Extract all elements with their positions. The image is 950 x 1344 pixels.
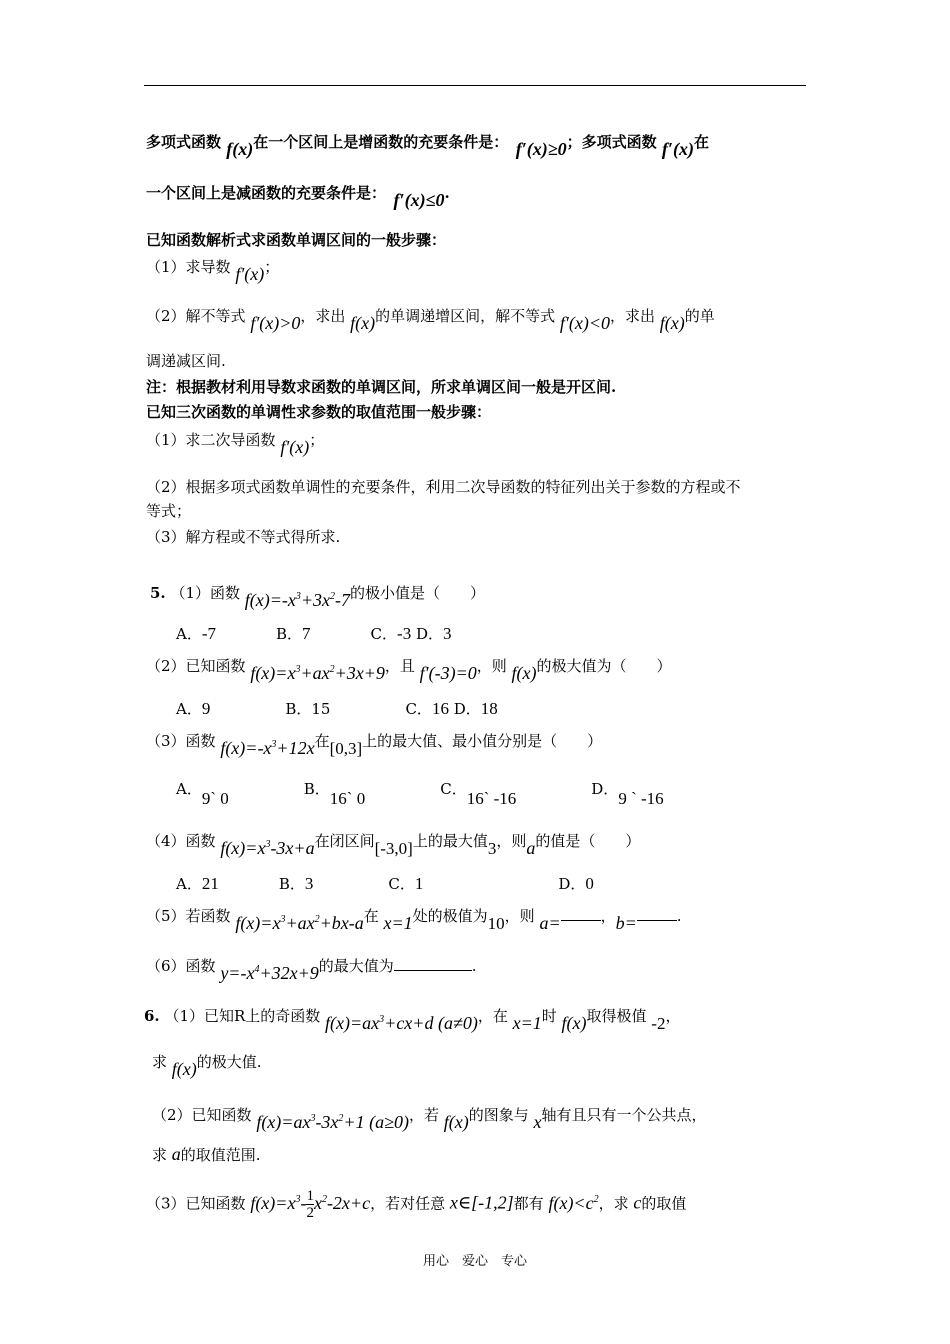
- text-line-7: 注：根据教材利用导数求函数的单调区间，所求单调区间一般是开区间.: [146, 378, 617, 396]
- q5-5: （5）若函数 $f(x)=x^3+ax^2+bx-a$在 x=1处的极值为10，则 a= ，b= .: [146, 907, 682, 933]
- text-line-10: （2）根据多项式函数单调性的充要条件，利用二次导函数的特征列出关于参数的方程或不: [146, 478, 741, 496]
- q5-3-options: A．9` 0 B．16` 0 C．16` -16 D．9 ` -16: [176, 780, 664, 808]
- q5-3: （3）函数 $f(x)=-x^3+12x$在[0,3]上的最大值、最小值分别是（ ）: [146, 732, 603, 758]
- q5-1: 5. （1）函数 $f(x)=-x^3+3x^2-7$的极小值是（ ）: [150, 584, 486, 610]
- text-line-4: （1）求导数 f′(x)；: [146, 258, 280, 284]
- q5-1-options: A．-7 B．7 C．-3 D．3: [176, 624, 452, 643]
- q6-1: 6. （1）已知R上的奇函数 $f(x)=ax^3+cx+d$ (a≠0)，在 x=1时 f(x)取得极值 -2，: [144, 1007, 681, 1033]
- text-line-8: 已知三次函数的单调性求参数的取值范围一般步骤：: [146, 403, 492, 421]
- text-line-2: 一个区间上是减函数的充要条件是： f′(x)≤0.: [146, 184, 450, 210]
- page-footer: 用心 爱心 专心: [422, 1254, 527, 1269]
- text-line-11: 等式；: [146, 502, 192, 520]
- q6-1-cont: 求 f(x)的极大值.: [152, 1053, 262, 1079]
- q6-3: （3）已知函数 $f(x)=x^3-$ $\frac{1}{2}$ $x^2-2x+c$，若对任意 x∈[-1,2]都有 $f(x)<c^2$，求 c的取值: [146, 1188, 687, 1221]
- q5-6: （6）函数 $y=-x^4+32x+9$的最大值为 .: [146, 957, 477, 983]
- q6-2: （2）已知函数 $f(x)=ax^3-3x^2+1$ (a≥0)，若 f(x)的图象与 x轴有且只有一个公共点，: [152, 1106, 707, 1132]
- q5-2-options: A．9 B．15 C．16 D．18: [176, 699, 498, 718]
- text-line-3: 已知函数解析式求函数单调区间的一般步骤：: [146, 231, 447, 249]
- text-line-5: （2）解不等式 f′(x)>0，求出 f(x)的单调递增区间，解不等式 f′(x)<0，求出 f(x)的单: [146, 307, 715, 333]
- text-line-6: 调递减区间.: [146, 352, 226, 370]
- q5-4: （4）函数 $f(x)=x^3-3x+a$在闭区间[-3,0]上的最大值3，则a的值是（ ）: [146, 832, 641, 858]
- q5-4-options: A．21 B．3 C．1 D．0: [176, 874, 594, 893]
- text-line-12: （3）解方程或不等式得所求.: [146, 528, 341, 546]
- q6-2-cont: 求 a的取值范围.: [152, 1144, 261, 1164]
- text-line-9: （1）求二次导函数 f′(x)；: [146, 431, 325, 457]
- header-rule: [144, 85, 806, 86]
- text-line-1: 多项式函数 f(x)在一个区间上是增函数的充要条件是： f′(x)≥0；多项式函数 f′(x)在: [146, 133, 709, 159]
- q5-2: （2）已知函数 $f(x)=x^3+ax^2+3x+9$，且 f′(-3)=0，则 f(x)的极大值为（ ）: [146, 657, 672, 683]
